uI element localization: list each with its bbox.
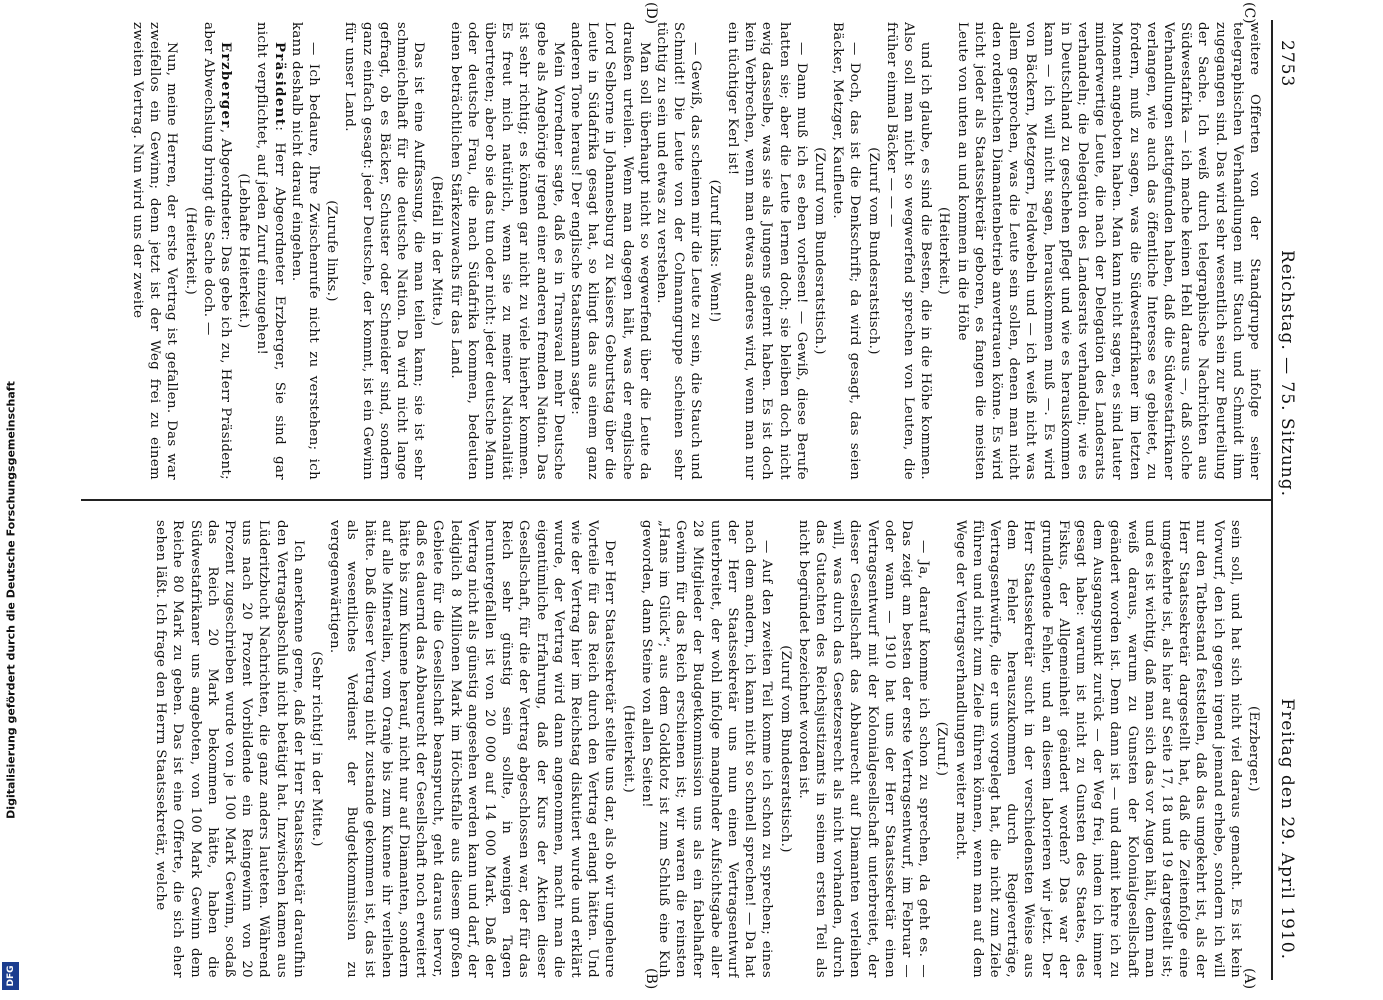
speech-paragraph: Erzberger, Abgeordneter: Das gebe ich zu, Herr Präsident; aber Abwechslung bringt die Sache doch. — [200,22,234,480]
digitization-note: Digitalisierung gefördert durch die Deutsche Forschungsgemeinschaft [4,381,18,819]
speech-paragraph: Mein Vorredner sagte, daß es in Transvaal mehr Deutsche gebe als Angehörige irgend einer anderen fremden Nation. Das ist sehr richtig; es können gar nicht zu viele hierher kommen. Es freut mich natürlich, wenn sie zu meiner Nationalität übertreten; aber ob sie das tun oder nicht: jeder deutsche Mann oder deutsche Frau, die nach Südafrika kommen, bedeuten einen beträchtlichen Stärkezuwachs für das Land. [447,22,566,480]
page-number: 2753 [1277,40,1297,88]
stage-direction: (Zuruf vom Bundesratstisch.) [811,147,827,355]
speech-paragraph: sein soll, und hat sich nicht viel daraus gemacht. Es ist kein Vorwurf, den ich gegen irgend jemand erhebe, sondern ich will nur den Tatbestand feststellen, daß das umgekehrt ist, als der Herr Staatssekretär dargestellt hat, daß die Zeitenfolge eine umgekehrte ist, als hier auf Seite 17, 18 und 19 dargestellt ist; und es ist wichtig, daß man sich das vor Augen hält, denn man weiß daraus, warum zu Gunsten der Kolonialgesellschaft geändert worden ist. Denn dann ist — und damit kehre ich zu dem Ausgangspunkt zurück — der Weg frei, indem ich immer gesagt habe: warum ist nicht zu Gunsten des Staates, des Fiskus, der Allgemeinheit geändert worden? Das war der grundlegende Fehler, und an diesem laborieren wir jetzt. Der Herr Staatssekretär sucht in der verschiedensten Weise aus dem Fehler herauszukommen durch Regieverträge, Vertragsentwürfe, die er uns vorgelegt hat, die nicht zum Ziele führen und nicht zum Ziele führen können, wenn man auf dem Wege der Vertragsverhandlungen weiter macht. [952,520,1243,978]
speech-paragraph: und ich glaube, es sind die Besten, die in die Höhe kommen. Also soll man nicht so wegwerfend sprechen von Leuten, die früher einmal Bäcker — — — [883,22,934,480]
session-date: Freitag den 29. April 1910. [1277,698,1297,960]
margin-marker-b: (B) [643,968,659,990]
right-text-column [83,520,1263,978]
speech-paragraph: — Ja, darauf komme ich schon zu sprechen, da geht es. — Das zeigt am besten der erste Vertragsentwurf, im Februar — oder wann — 1910 hat uns der Herr Staatssekretär einen Vertragsentwurf mit der Kolonialgesellschaft unterbreitet, der dieser Gesellschaft das Abbaurecht auf Diamanten verleihen will, was durch das Gesetzesrecht als nicht vorhanden, durch das Gutachten des Reichsjustizamts in seinem ersten Teil als nicht begründet bezeichnet worden ist. [795,520,932,978]
speaker-name: Erzberger [218,42,234,129]
speech-paragraph: — Dann muß ich es eben vorlesen! — Gewiß, diese Berufe hatten sie; aber die Leute lernen doch; sie bleiben doch nicht ewig dasselbe, was sie als Jungens gelernt haben. Es ist doch kein Verbrechen, wenn man etwas anderes wird, wenn man nur ein tüchtiger Kerl ist! [724,22,809,480]
session-title: Reichstag. — 75. Sitzung. [1277,250,1297,498]
left-text-column [83,22,1263,480]
digitization-strip [0,0,22,1000]
header-rule [1271,20,1273,980]
speech-paragraph: Nun, meine Herren, der erste Vertrag ist gefallen. Das war zweifellos ein Gewinn; denn jetzt ist der Weg frei zu einem zweiten Vertrag. Nun wird uns der zweite [130,22,180,480]
speech-paragraph: Das ist eine Auffassung, die man teilen kann; sie ist sehr schmeichelhaft für die deutsche Nation. Da wird nicht lange gefragt, ob es Bäcker, Schuster oder Schneider sind, sondern ganz einfach gesagt: jeder Deutsche, der kommt, ist ein Gewinn für unser Land. [342,22,427,480]
speech-paragraph: — Doch, das ist die Denkschrift; da wird gesagt, das seien Bäcker, Metzger, Kaufleute. [830,22,863,480]
speaker-name: Präsident [271,42,287,127]
dfg-logo-text: DFG [5,965,16,987]
margin-marker-d: (D) [643,2,659,25]
stage-direction: (Heiterkeit.) [936,207,952,295]
speech-paragraph: Der Herr Staatssekretär stellte uns dar, als ob wir ungeheure Vorteile für das Reich durch den Vertrag erlangt hätten. Und wie der Vertrag hier im Reichstag diskutiert wurde und erklärt wurde, der Vertrag wird dann angenommen, macht man die eigentümliche Erfahrung, daß der Kurs der Aktien dieser Gesellschaft, für die der Vertrag abgeschlossen war, der für das Reich sehr günstig sein sollte, in wenigen Tagen heruntergefallen ist von 20 000 auf 14 000 Mark. Daß der Vertrag nicht als günstig angesehen werden kann und darf, der lediglich 8 Millionen Mark im Höchstfalle aus diesem großen Gebiete für die Gesellschaft beansprucht, geht daraus hervor, daß es dauernd das Abbaurecht der Gesellschaft noch erweitert hätte bis zum Kunene herauf, nicht nur auf Diamanten, sondern auf alle Mineralien, vom Oranje bis zum Kunene ihr verliehen hätte. Daß dieser Vertrag nicht zustande gekommen ist, das ist als wesentliches Verdienst der Budgetkommission zu vergegenwärtigen. [327,520,618,978]
margin-marker-a: (A) [1241,968,1257,990]
speech-paragraph: — Gewiß, das scheinen mir die Leute zu sein, die Stauch und Schmidt! Die Leute von der Colmanngruppe scheinen sehr tüchtig zu sein und etwas zu verstehen. [654,22,704,480]
stage-direction: (Zuruf vom Bundesratstisch.) [777,645,793,853]
stage-direction: (Beifall in der Mitte.) [429,175,445,327]
speech-paragraph: — Auf den zweiten Teil komme ich schon zu sprechen; eines nach dem andern, ich kann nicht so schnell sprechen! — Da hat der Herr Staatssekretär uns nun einen Vertragsentwurf unterbreitet, der wohl infolge mangelnder Aufsichtsgabe aller 28 Mitglieder der Budgetkommission uns als ein fabelhafter Gewinn für das Reich erschienen ist; wir waren die reinsten „Hans im Glück“; aus dem Goldklotz ist zum Schluß eine Kuh geworden, dann Steine von allen Seiten! [638,520,775,978]
stage-direction: (Zuruf vom Bundesratstisch.) [865,147,881,355]
scanned-page [74,0,1319,1000]
speech-paragraph: weitere Offerten von der Standgruppe infolge seiner telegraphischen Verhandlungen mit Stauch und Schmidt ihm zugegangen sind. Das wird sehr wesentlich sein zur Beurteilung der Sache. Ich weiß durch telegraphische Nachrichten aus Südwestafrika — ich mache keinen Hehl daraus —, daß solche Verhandlungen stattgefunden haben, daß die Südwestafrikaner verlangen, wie auch das öffentliche Interesse es gebietet, zu fordern, muß zu sagen, was die Südwestafrikaner im letzten Moment angeboten haben. Man kann nicht sagen, es sind lauter minderwertige Leute, die nach der Delegation des Landesrats verhandeln; die Delegation des Landesrats verhandeln; wie es in Deutschland zu geschehen pflegt und wie es herauskommen kann — ich will nicht sagen, herauskommen muß —. Es wird von Bäckern, Metzgern, Feldwebeln und — ich weiß nicht was allem gesprochen, was die Leute sein sollen, denen man nicht den ordentlichen Diamantenbetrieb anvertrauen könne. Es wird nicht jeder als Staatssekretär geboren, es fangen die meisten Leute von unten an und kommen in die Höhe [954,22,1262,480]
speech-paragraph: Man soll überhaupt nicht so wegwerfend über die Leute da draußen urteilen. Wenn man dagegen hält, was der englische Lord Selborne in Johannesburg zu Kaisers Geburtstag über die Leute in Südafrika gesagt hat, so klingt das aus einem ganz anderen Tone heraus! Der englische Staatsmann sagte: [568,22,652,480]
stage-direction: (Heiterkeit.) [620,705,636,793]
stage-direction: (Zuruf.) [934,721,950,777]
stage-direction: (Erzberger.) [1246,706,1261,792]
page-header [1271,40,1305,960]
dfg-logo [2,962,19,990]
stage-direction: (Zuruf links: Wenn!) [706,179,722,323]
speech-paragraph: Ich anerkenne gerne, daß der Herr Staatssekretär daraufhin den Vertragsabschluß nicht betätigt hat. Inzwischen kamen aus Lüderitzbucht Nachrichten, die ganz anders lauteten. Während uns nach 20 Prozent Vorbildende ein Reingewinn von 20 Prozent zugeschrieben wurde von je 100 Mark Gewinn, sodaß das Reich 20 Mark bekommen hätte, haben die Südwestafrikaner uns angeboten, von 100 Mark Gewinn dem Reiche 80 Mark zu geben. Das ist eine Offerte, die sich eher sehen läßt. Ich frage den Herrn Staatssekretär, welche [153,520,306,978]
stage-direction: (Sehr richtig! in der Mitte.) [309,651,325,847]
speech-paragraph: — Ich bedaure, Ihre Zwischenrufe nicht zu verstehen; ich kann deshalb nicht darauf eingehen. [288,22,322,480]
stage-direction: (Lebhafte Heiterkeit.) [236,173,252,329]
stage-direction: (Zurufe links.) [324,200,340,302]
speech-paragraph: Präsident: Herr Abgeordneter Erzberger, Sie sind gar nicht verpflichtet, auf jeden Zuruf einzugehen! [254,22,287,480]
column-divider [81,499,1271,501]
margin-marker-c: (C) [1241,2,1257,24]
stage-direction: (Heiterkeit.) [182,207,198,295]
